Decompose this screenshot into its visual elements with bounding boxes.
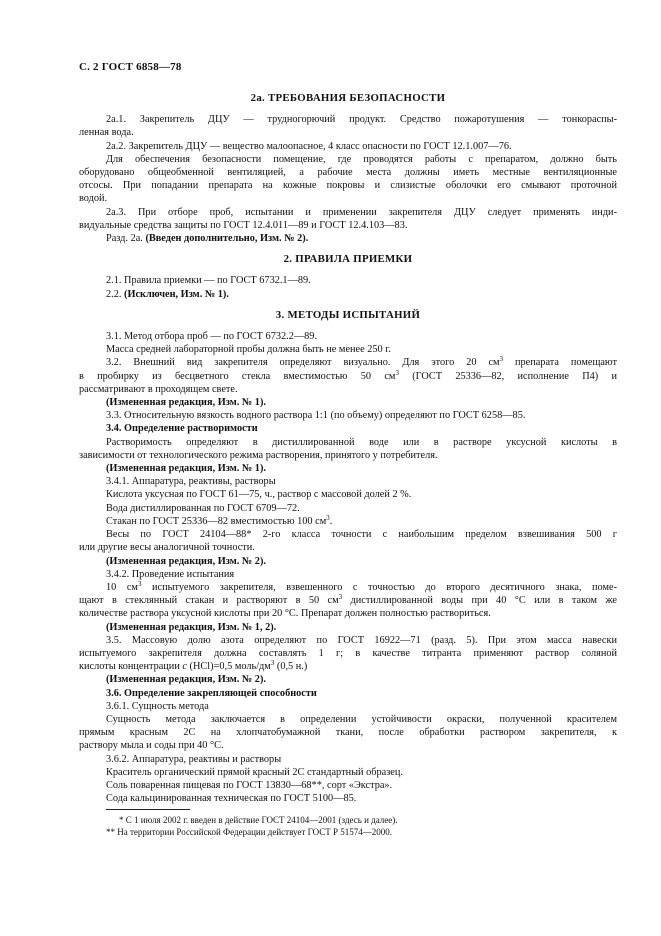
amendment-note: (Измененная редакция, Изм. № 1, 2). (106, 621, 277, 633)
subheading-3-6: 3.6. Определение закрепляющей способности (106, 687, 317, 699)
paragraph-2a3-line2: видуальные средства защиты по ГОСТ 12.4.011—89 и ГОСТ 12.4.103—83. (79, 219, 408, 231)
paragraph-2a2-vent-line4: водой. (79, 193, 108, 205)
paragraph-2a1-line2: ленная вода. (79, 127, 134, 139)
clause-excluded-note: (Исключен, Изм. № 1). (124, 288, 229, 300)
amendment-note: (Измененная редакция, Изм. № 2). (106, 674, 266, 686)
paragraph-2a2-vent-line3: отсосы. При попадании препарата на кожные покровы и слизистые оболочки его смывают проточной (79, 180, 617, 192)
equipment-scales-line2: или другие весы аналогичной точности. (79, 542, 255, 554)
paragraph-3-4-2-line1: 10 $см^3$ испытуемого закрепителя, взвешенного с точностью до второго десятичного знака, поме- (106, 579, 617, 593)
running-header: С. 2 ГОСТ 6858—78 (79, 61, 182, 73)
amendment-note: (Измененная редакция, Изм. № 1). (106, 463, 266, 475)
paragraph-3-3: 3.3. Относительную вязкость водного раствора 1:1 (по объему) определяют по ГОСТ 6258—85. (106, 410, 526, 422)
paragraph-2a1-line1: 2а.1. Закрепитель ДЦУ — трудногорючий продукт. Средство пожаротушения — тонкораспы- (106, 114, 617, 126)
footnote-divider (106, 809, 190, 810)
paragraph-2-2 (79, 288, 617, 301)
paragraph-2a2-vent-line2: оборудовано общеобменной вентиляцией, а рабочие места должны иметь местные вентиляционные (79, 167, 617, 179)
paragraph-2a3-line1: 2а.3. При отборе проб, испытании и применении закрепителя ДЦУ следует применять инди- (106, 206, 617, 218)
paragraph-3-2-line1: 3.2. Внешний вид закрепителя определяют визуально. Для этого 20 $см^3$ препарата помещают (106, 355, 617, 369)
section-2a-title: 2а. ТРЕБОВАНИЯ БЕЗОПАСНОСТИ (250, 92, 446, 104)
paragraph-3-6-1-line1: Сущность метода заключается в определении устойчивости окраски, полученной красителем (106, 713, 617, 725)
paragraph-3-1: 3.1. Метод отбора проб — по ГОСТ 6732.2—89. (106, 331, 318, 343)
paragraph-2a2-vent-line1: Для обеспечения безопасности помещение, где проводятся работы с препаратом, должно быть (106, 153, 617, 165)
note-bold: (Введен дополнительно, Изм. № 2). (145, 233, 309, 245)
subheading-3-4: 3.4. Определение растворимости (106, 423, 258, 435)
note-prefix: Разд. 2а. (106, 233, 143, 245)
paragraph-3-4-line1: Растворимость определяют в дистиллированной воде или в растворе уксусной кислоты в (106, 436, 617, 448)
paragraph-3-2-line2: в пробирку из бесцветного стекла вместимостью 50 $см^3$ (ГОСТ 25336—82, исполнение П4) и (79, 368, 617, 382)
section-2-title: 2. ПРАВИЛА ПРИЕМКИ (283, 253, 413, 266)
amendment-note: (Измененная редакция, Изм. № 1). (106, 397, 266, 409)
reagent-acetic-acid: Кислота уксусная по ГОСТ 61—75, ч., раствор с массовой долей 2 %. (106, 489, 412, 501)
clause-number: 2.2. (106, 288, 122, 300)
subheading-3-4-1: 3.4.1. Аппаратура, реактивы, растворы (106, 476, 276, 488)
paragraph-3-6-1-line2: прямым красным 2С на хлопчатобумажной ткани, после обработки раствором закрепителя, к (79, 727, 617, 739)
paragraph-2a2: 2а.2. Закрепитель ДЦУ — вещество малоопасное, 4 класс опасности по ГОСТ 12.1.007—76. (106, 140, 512, 152)
paragraph-3-4-line2: зависимости от технологического режима растворения, принятого у потребителя. (79, 449, 438, 461)
reagent-dye: Краситель органический прямой красный 2С стандартный образец. (106, 766, 403, 778)
paragraph-3-4-2-line3: количестве раствора уксусной кислоты при 20 °С. Препарат должен полностью раствориться. (79, 608, 491, 620)
subheading-3-4-2: 3.4.2. Проведение испытания (106, 568, 235, 580)
footnote-2: ** На территории Российской Федерации действует ГОСТ Р 51574—2000. (106, 827, 392, 838)
equipment-beaker: Стакан по ГОСТ 25336—82 вместимостью 100 $см^3$. (106, 513, 333, 527)
paragraph-3-5-line3: кислоты концентрации с (HCl)=0,5 моль/$дм^3$ (0,5 н.) (79, 659, 308, 673)
footnote-1: * С 1 июля 2002 г. введен в действие ГОСТ 24104—2001 (здесь и далее). (119, 815, 398, 826)
paragraph-3-2-line3: рассматривают в проходящем свете. (79, 383, 238, 395)
subheading-3-6-2: 3.6.2. Аппаратура, реактивы и растворы (106, 753, 282, 765)
paragraph-2-1: 2.1. Правила приемки — по ГОСТ 6732.1—89. (106, 275, 311, 287)
reagent-soda: Сода кальцинированная техническая по ГОСТ 5100—85. (106, 793, 357, 805)
paragraph-3-5-line2: испытуемого закрепителя должна составлять 1 г; в качестве титранта применяют раствор соляной (79, 647, 617, 659)
document-body (79, 92, 617, 838)
reagent-distilled-water: Вода дистиллированная по ГОСТ 6709—72. (106, 502, 300, 514)
reagent-salt: Соль поваренная пищевая по ГОСТ 13830—68**, сорт «Экстра». (106, 779, 393, 791)
equipment-scales-line1: Весы по ГОСТ 24104—88* 2-го класса точности с наибольшим пределом взвешивания 500 г (106, 529, 617, 541)
paragraph-3-5-line1: 3.5. Массовую долю азота определяют по ГОСТ 16922—71 (разд. 5). При этом масса навески (106, 634, 617, 646)
paragraph-3-4-2-line2: щают в стеклянный стакан и растворяют в 50 $см^3$ дистиллированной воды при 40 °С или в таком же (79, 593, 617, 607)
section-2a-note (79, 232, 617, 245)
paragraph-3-6-1-line3: раствору мыла и соды при 40 °С. (79, 740, 224, 752)
section-3-title: 3. МЕТОДЫ ИСПЫТАНИЙ (275, 308, 421, 321)
subheading-3-6-1: 3.6.1. Сущность метода (106, 700, 209, 712)
amendment-note: (Измененная редакция, Изм. № 2). (106, 555, 266, 567)
paragraph-sample-mass: Масса средней лабораторной пробы должна быть не менее 250 г. (106, 344, 391, 356)
